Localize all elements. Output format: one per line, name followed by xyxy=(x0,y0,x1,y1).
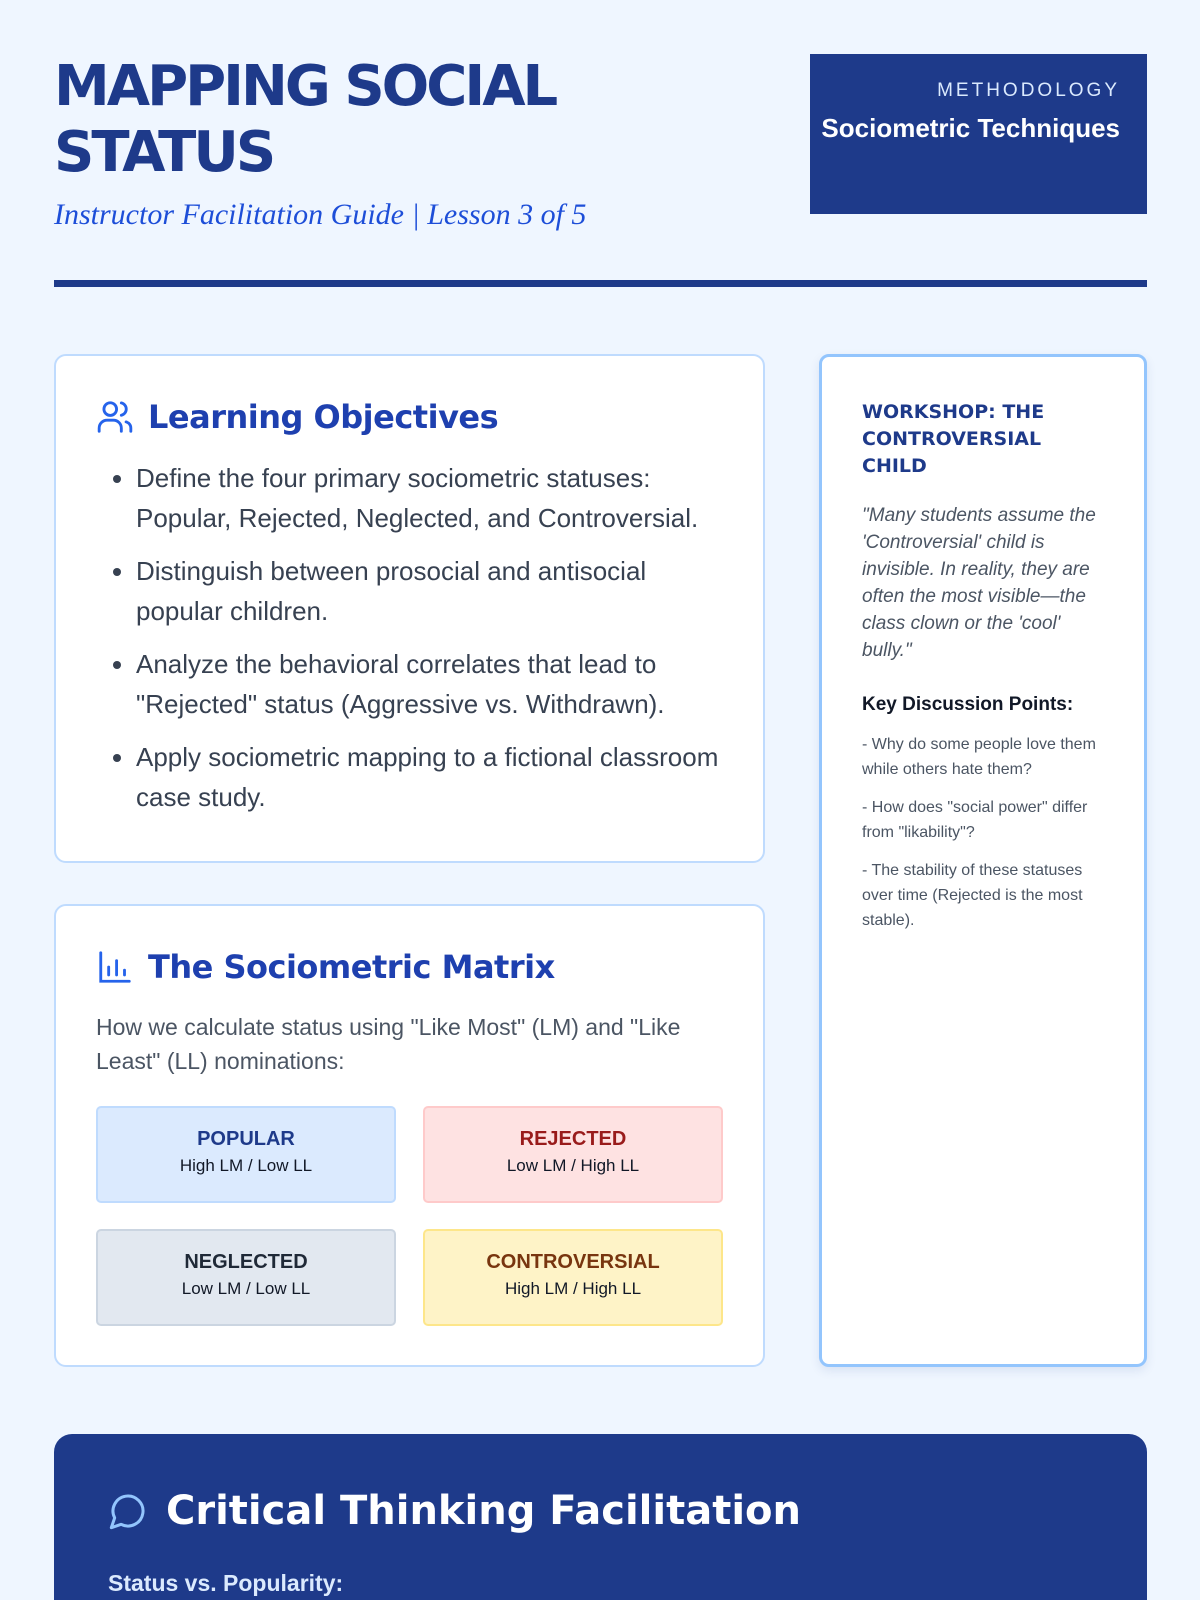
page-title: MAPPING SOCIAL STATUS xyxy=(54,54,556,185)
methodology-label: METHODOLOGY xyxy=(937,80,1120,101)
workshop-title: WORKSHOP: THE CONTROVERSIAL CHILD xyxy=(862,401,1045,477)
quadrant-name: CONTROVERSIAL xyxy=(486,1251,660,1273)
objective-item: • Distinguish between prosocial and antisocial popular children. xyxy=(136,551,723,631)
objectives-title: Learning Objectives xyxy=(148,398,499,436)
objective-item: • Apply sociometric mapping to a fictional classroom case study. xyxy=(136,737,723,817)
critical-thinking-title: Critical Thinking Facilitation xyxy=(166,1488,801,1534)
quadrant-rejected xyxy=(423,1106,723,1203)
quadrant-popular xyxy=(96,1106,396,1203)
workshop-quote: "Many students assume the 'Controversial' child is invisible. In reality, they are often the most visible—the class clown or the 'cool' bully." xyxy=(862,505,1096,661)
discussion-points-label: Key Discussion Points: xyxy=(862,694,1074,715)
methodology-value: Sociometric Techniques xyxy=(821,113,1120,143)
quadrant-neglected xyxy=(96,1229,396,1326)
quadrant-rule: Low LM / High LL xyxy=(506,1156,640,1175)
workshop-sidebar xyxy=(819,354,1147,1367)
methodology-box xyxy=(810,54,1147,214)
header-divider xyxy=(54,280,1147,287)
quadrant-rule: High LM / Low LL xyxy=(179,1156,313,1175)
users-icon xyxy=(96,398,134,436)
quadrant-controversial xyxy=(423,1229,723,1326)
page-header xyxy=(54,54,1147,232)
objective-item: • Define the four primary sociometric statuses: Popular, Rejected, Neglected, and Controversial. xyxy=(136,458,723,538)
discussion-point: - The stability of these statuses over time (Rejected is the most stable). xyxy=(862,862,1083,929)
quadrant-name: NEGLECTED xyxy=(184,1251,308,1273)
quadrant-rule: High LM / High LL xyxy=(504,1279,642,1298)
matrix-title: The Sociometric Matrix xyxy=(148,948,555,986)
quadrant-name: POPULAR xyxy=(197,1128,295,1150)
discussion-points-list xyxy=(862,732,1104,933)
status-quadrant-grid xyxy=(96,1106,723,1326)
speech-bubble-icon xyxy=(108,1491,148,1531)
critical-thinking-section xyxy=(54,1434,1147,1600)
page-subtitle: Instructor Facilitation Guide | Lesson 3 of 5 xyxy=(54,198,587,231)
matrix-intro: How we calculate status using "Like Most" (LM) and "Like Least" (LL) nominations: xyxy=(96,1014,681,1074)
learning-objectives-card xyxy=(54,354,765,863)
quadrant-name: REJECTED xyxy=(519,1128,627,1150)
discussion-point: - Why do some people love them while others hate them? xyxy=(862,736,1096,778)
bar-chart-icon xyxy=(96,948,134,986)
sociometric-matrix-card xyxy=(54,904,765,1367)
critical-thinking-subheading: Status vs. Popularity: xyxy=(108,1570,344,1596)
objective-item: • Analyze the behavioral correlates that lead to "Rejected" status (Aggressive vs. Withdrawn). xyxy=(136,644,723,724)
objectives-list xyxy=(96,458,723,817)
discussion-point: - How does "social power" differ from "likability"? xyxy=(862,799,1088,841)
quadrant-rule: Low LM / Low LL xyxy=(181,1279,311,1298)
